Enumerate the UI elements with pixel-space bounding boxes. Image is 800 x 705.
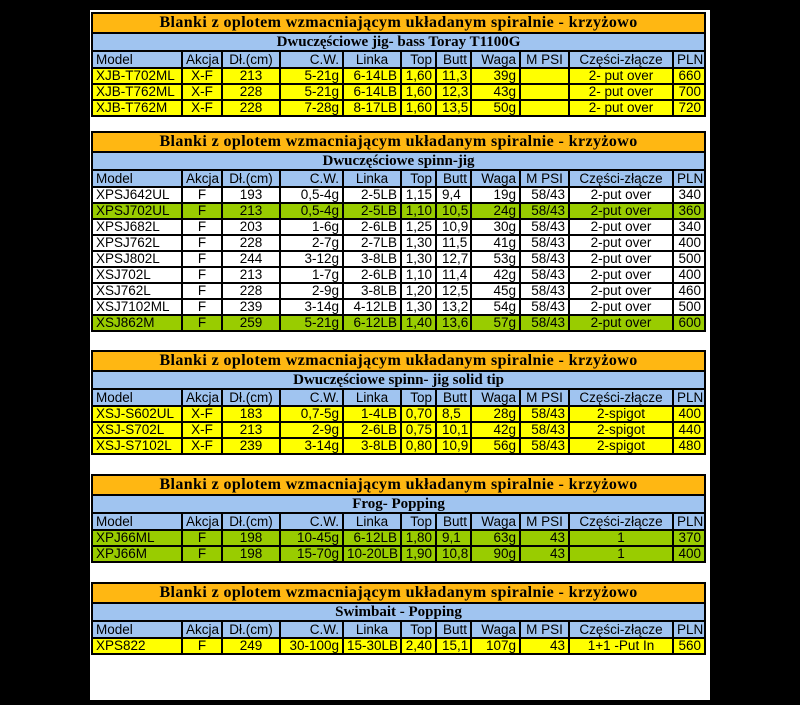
cell-model: XSJ7102ML bbox=[92, 299, 182, 315]
cell-cw: 0,5-4g bbox=[280, 203, 343, 219]
cell-cw: 3-12g bbox=[280, 251, 343, 267]
cell-linka: 2-5LB bbox=[343, 203, 401, 219]
cell-m-psi: 58/43 bbox=[520, 235, 569, 251]
colhdr-akcja: Akcja bbox=[182, 170, 222, 187]
cell-pln: 560 bbox=[673, 638, 705, 654]
cell-m-psi: 58/43 bbox=[520, 251, 569, 267]
colhdr-model: Model bbox=[92, 621, 182, 638]
colhdr-butt: Butt bbox=[436, 170, 471, 187]
table-row bbox=[92, 299, 705, 315]
colhdr-waga: Waga bbox=[471, 621, 520, 638]
spec-table-3 bbox=[91, 350, 706, 455]
column-header-row bbox=[92, 51, 705, 68]
cell-model: XSJ862M bbox=[92, 315, 182, 331]
colhdr-akcja: Akcja bbox=[182, 51, 222, 68]
cell-linka: 10-20LB bbox=[343, 546, 401, 562]
colhdr-top: Top bbox=[401, 513, 436, 530]
spec-table-2 bbox=[91, 131, 706, 332]
cell-m-psi bbox=[520, 84, 569, 100]
colhdr-waga: Waga bbox=[471, 170, 520, 187]
cell-czesci-zlacze: 2-put over bbox=[569, 283, 673, 299]
cell-akcja: F bbox=[182, 203, 222, 219]
cell-czesci-zlacze: 2-spigot bbox=[569, 422, 673, 438]
colhdr-butt: Butt bbox=[436, 513, 471, 530]
table-row bbox=[92, 283, 705, 299]
cell-waga: 30g bbox=[471, 219, 520, 235]
cell-pln: 440 bbox=[673, 422, 705, 438]
cell-butt: 10,9 bbox=[436, 438, 471, 454]
cell-m-psi: 58/43 bbox=[520, 438, 569, 454]
cell-top: 1,20 bbox=[401, 283, 436, 299]
colhdr-pln: PLN bbox=[673, 51, 705, 68]
cell-top: 1,15 bbox=[401, 187, 436, 203]
table-subtitle: Dwuczęściowe jig- bass Toray T1100G bbox=[92, 33, 705, 51]
cell-waga: 53g bbox=[471, 251, 520, 267]
cell-akcja: F bbox=[182, 315, 222, 331]
colhdr-waga: Waga bbox=[471, 51, 520, 68]
table-banner-title: Blanki z oplotem wzmacniającym układanym spiralnie - krzyżowo bbox=[92, 132, 705, 152]
cell-m-psi: 43 bbox=[520, 546, 569, 562]
cell-dl-cm: 249 bbox=[222, 638, 280, 654]
cell-dl-cm: 228 bbox=[222, 100, 280, 116]
cell-pln: 600 bbox=[673, 315, 705, 331]
cell-m-psi: 58/43 bbox=[520, 406, 569, 422]
cell-model: XSJ-S602UL bbox=[92, 406, 182, 422]
cell-linka: 6-12LB bbox=[343, 315, 401, 331]
document-page bbox=[90, 10, 710, 700]
table-row bbox=[92, 422, 705, 438]
column-header-row bbox=[92, 513, 705, 530]
cell-cw: 3-14g bbox=[280, 438, 343, 454]
cell-pln: 340 bbox=[673, 187, 705, 203]
cell-akcja: F bbox=[182, 638, 222, 654]
cell-top: 1,60 bbox=[401, 100, 436, 116]
cell-czesci-zlacze: 2-put over bbox=[569, 299, 673, 315]
cell-top: 2,40 bbox=[401, 638, 436, 654]
colhdr-pln: PLN bbox=[673, 170, 705, 187]
cell-top: 1,25 bbox=[401, 219, 436, 235]
cell-pln: 400 bbox=[673, 235, 705, 251]
cell-czesci-zlacze: 1+1 -Put In bbox=[569, 638, 673, 654]
cell-butt: 8,5 bbox=[436, 406, 471, 422]
colhdr-dl-cm: Dł.(cm) bbox=[222, 389, 280, 406]
cell-m-psi: 58/43 bbox=[520, 299, 569, 315]
cell-pln: 720 bbox=[673, 100, 705, 116]
cell-dl-cm: 198 bbox=[222, 546, 280, 562]
cell-model: XSJ-S7102L bbox=[92, 438, 182, 454]
cell-model: XPS822 bbox=[92, 638, 182, 654]
colhdr-m-psi: M PSI bbox=[520, 389, 569, 406]
cell-czesci-zlacze: 2-put over bbox=[569, 267, 673, 283]
colhdr-czesci-zlacze: Części-złącze bbox=[569, 51, 673, 68]
cell-model: XSJ-S702L bbox=[92, 422, 182, 438]
cell-cw: 5-21g bbox=[280, 84, 343, 100]
colhdr-cw: C.W. bbox=[280, 513, 343, 530]
cell-waga: 45g bbox=[471, 283, 520, 299]
cell-pln: 460 bbox=[673, 283, 705, 299]
table-row bbox=[92, 406, 705, 422]
colhdr-cw: C.W. bbox=[280, 389, 343, 406]
cell-cw: 1-6g bbox=[280, 219, 343, 235]
cell-cw: 5-21g bbox=[280, 68, 343, 84]
cell-linka: 6-14LB bbox=[343, 84, 401, 100]
cell-model: XPSJ802L bbox=[92, 251, 182, 267]
spec-table-4 bbox=[91, 474, 706, 563]
cell-linka: 2-7LB bbox=[343, 235, 401, 251]
cell-butt: 10,9 bbox=[436, 219, 471, 235]
cell-pln: 400 bbox=[673, 546, 705, 562]
cell-top: 0,75 bbox=[401, 422, 436, 438]
colhdr-czesci-zlacze: Części-złącze bbox=[569, 621, 673, 638]
colhdr-pln: PLN bbox=[673, 389, 705, 406]
cell-model: XPJ66M bbox=[92, 546, 182, 562]
cell-model: XSJ702L bbox=[92, 267, 182, 283]
table-banner-title: Blanki z oplotem wzmacniającym układanym spiralnie - krzyżowo bbox=[92, 583, 705, 603]
colhdr-pln: PLN bbox=[673, 513, 705, 530]
cell-top: 1,30 bbox=[401, 235, 436, 251]
cell-butt: 13,6 bbox=[436, 315, 471, 331]
cell-butt: 10,5 bbox=[436, 203, 471, 219]
cell-model: XSJ762L bbox=[92, 283, 182, 299]
cell-akcja: X-F bbox=[182, 100, 222, 116]
cell-model: XJB-T762ML bbox=[92, 84, 182, 100]
cell-top: 1,60 bbox=[401, 84, 436, 100]
table-banner-title: Blanki z oplotem wzmacniającym układanym spiralnie - krzyżowo bbox=[92, 13, 705, 33]
table-row bbox=[92, 100, 705, 116]
cell-dl-cm: 239 bbox=[222, 299, 280, 315]
colhdr-butt: Butt bbox=[436, 621, 471, 638]
cell-cw: 3-14g bbox=[280, 299, 343, 315]
table-banner-title: Blanki z oplotem wzmacniającym układanym spiralnie - krzyżowo bbox=[92, 351, 705, 371]
colhdr-butt: Butt bbox=[436, 51, 471, 68]
cell-top: 1,90 bbox=[401, 546, 436, 562]
cell-linka: 6-14LB bbox=[343, 68, 401, 84]
cell-pln: 700 bbox=[673, 84, 705, 100]
cell-akcja: F bbox=[182, 219, 222, 235]
colhdr-dl-cm: Dł.(cm) bbox=[222, 51, 280, 68]
table-row bbox=[92, 187, 705, 203]
colhdr-pln: PLN bbox=[673, 621, 705, 638]
cell-czesci-zlacze: 2-spigot bbox=[569, 438, 673, 454]
colhdr-dl-cm: Dł.(cm) bbox=[222, 170, 280, 187]
cell-butt: 12,3 bbox=[436, 84, 471, 100]
table-subtitle: Dwuczęściowe spinn-jig bbox=[92, 152, 705, 170]
cell-m-psi: 58/43 bbox=[520, 219, 569, 235]
table-row bbox=[92, 203, 705, 219]
colhdr-waga: Waga bbox=[471, 513, 520, 530]
cell-model: XPSJ762L bbox=[92, 235, 182, 251]
cell-czesci-zlacze: 1 bbox=[569, 546, 673, 562]
cell-butt: 11,3 bbox=[436, 68, 471, 84]
table-row bbox=[92, 68, 705, 84]
cell-butt: 10,1 bbox=[436, 422, 471, 438]
colhdr-m-psi: M PSI bbox=[520, 621, 569, 638]
cell-linka: 8-17LB bbox=[343, 100, 401, 116]
cell-czesci-zlacze: 2- put over bbox=[569, 68, 673, 84]
cell-model: XPSJ642UL bbox=[92, 187, 182, 203]
cell-top: 1,10 bbox=[401, 267, 436, 283]
cell-linka: 15-30LB bbox=[343, 638, 401, 654]
cell-waga: 24g bbox=[471, 203, 520, 219]
cell-waga: 90g bbox=[471, 546, 520, 562]
colhdr-m-psi: M PSI bbox=[520, 51, 569, 68]
colhdr-model: Model bbox=[92, 513, 182, 530]
cell-top: 1,30 bbox=[401, 299, 436, 315]
cell-butt: 13,5 bbox=[436, 100, 471, 116]
cell-butt: 13,2 bbox=[436, 299, 471, 315]
colhdr-linka: Linka bbox=[343, 389, 401, 406]
cell-m-psi: 58/43 bbox=[520, 315, 569, 331]
cell-cw: 10-45g bbox=[280, 530, 343, 546]
spec-table-1 bbox=[91, 12, 706, 117]
cell-model: XPSJ682L bbox=[92, 219, 182, 235]
cell-czesci-zlacze: 2-put over bbox=[569, 187, 673, 203]
cell-cw: 0,5-4g bbox=[280, 187, 343, 203]
table-subtitle: Dwuczęściowe spinn- jig solid tip bbox=[92, 371, 705, 389]
cell-waga: 63g bbox=[471, 530, 520, 546]
cell-dl-cm: 203 bbox=[222, 219, 280, 235]
cell-linka: 2-5LB bbox=[343, 187, 401, 203]
cell-dl-cm: 213 bbox=[222, 203, 280, 219]
cell-model: XJB-T702ML bbox=[92, 68, 182, 84]
cell-pln: 660 bbox=[673, 68, 705, 84]
colhdr-linka: Linka bbox=[343, 621, 401, 638]
cell-dl-cm: 228 bbox=[222, 84, 280, 100]
colhdr-cw: C.W. bbox=[280, 621, 343, 638]
cell-waga: 57g bbox=[471, 315, 520, 331]
table-row bbox=[92, 638, 705, 654]
cell-czesci-zlacze: 2-put over bbox=[569, 235, 673, 251]
cell-butt: 12,5 bbox=[436, 283, 471, 299]
cell-czesci-zlacze: 1 bbox=[569, 530, 673, 546]
cell-waga: 41g bbox=[471, 235, 520, 251]
cell-pln: 340 bbox=[673, 219, 705, 235]
table-row bbox=[92, 438, 705, 454]
cell-cw: 5-21g bbox=[280, 315, 343, 331]
cell-butt: 10,8 bbox=[436, 546, 471, 562]
table-row bbox=[92, 315, 705, 331]
cell-czesci-zlacze: 2-put over bbox=[569, 251, 673, 267]
cell-akcja: F bbox=[182, 546, 222, 562]
cell-czesci-zlacze: 2-put over bbox=[569, 203, 673, 219]
cell-akcja: F bbox=[182, 251, 222, 267]
table-subtitle: Swimbait - Popping bbox=[92, 603, 705, 621]
cell-czesci-zlacze: 2-put over bbox=[569, 315, 673, 331]
colhdr-cw: C.W. bbox=[280, 51, 343, 68]
column-header-row bbox=[92, 170, 705, 187]
colhdr-cw: C.W. bbox=[280, 170, 343, 187]
column-header-row bbox=[92, 389, 705, 406]
cell-akcja: F bbox=[182, 267, 222, 283]
cell-dl-cm: 228 bbox=[222, 235, 280, 251]
cell-waga: 54g bbox=[471, 299, 520, 315]
cell-waga: 107g bbox=[471, 638, 520, 654]
cell-pln: 400 bbox=[673, 267, 705, 283]
cell-czesci-zlacze: 2- put over bbox=[569, 100, 673, 116]
cell-czesci-zlacze: 2-put over bbox=[569, 219, 673, 235]
table-row bbox=[92, 267, 705, 283]
colhdr-linka: Linka bbox=[343, 51, 401, 68]
cell-dl-cm: 213 bbox=[222, 267, 280, 283]
colhdr-top: Top bbox=[401, 170, 436, 187]
cell-akcja: X-F bbox=[182, 422, 222, 438]
column-header-row bbox=[92, 621, 705, 638]
cell-model: XPJ66ML bbox=[92, 530, 182, 546]
colhdr-akcja: Akcja bbox=[182, 621, 222, 638]
cell-cw: 1-7g bbox=[280, 267, 343, 283]
cell-top: 1,60 bbox=[401, 68, 436, 84]
cell-cw: 2-9g bbox=[280, 422, 343, 438]
colhdr-linka: Linka bbox=[343, 513, 401, 530]
cell-akcja: F bbox=[182, 235, 222, 251]
cell-cw: 30-100g bbox=[280, 638, 343, 654]
cell-akcja: X-F bbox=[182, 84, 222, 100]
cell-m-psi: 43 bbox=[520, 638, 569, 654]
cell-m-psi bbox=[520, 100, 569, 116]
cell-akcja: F bbox=[182, 187, 222, 203]
cell-cw: 2-7g bbox=[280, 235, 343, 251]
cell-top: 0,70 bbox=[401, 406, 436, 422]
colhdr-model: Model bbox=[92, 51, 182, 68]
cell-akcja: F bbox=[182, 283, 222, 299]
cell-linka: 4-12LB bbox=[343, 299, 401, 315]
colhdr-linka: Linka bbox=[343, 170, 401, 187]
cell-waga: 43g bbox=[471, 84, 520, 100]
colhdr-model: Model bbox=[92, 389, 182, 406]
colhdr-butt: Butt bbox=[436, 389, 471, 406]
cell-linka: 3-8LB bbox=[343, 438, 401, 454]
cell-dl-cm: 239 bbox=[222, 438, 280, 454]
table-banner-title: Blanki z oplotem wzmacniającym układanym spiralnie - krzyżowo bbox=[92, 475, 705, 495]
cell-waga: 56g bbox=[471, 438, 520, 454]
cell-pln: 500 bbox=[673, 251, 705, 267]
cell-akcja: F bbox=[182, 299, 222, 315]
cell-dl-cm: 259 bbox=[222, 315, 280, 331]
cell-model: XJB-T762M bbox=[92, 100, 182, 116]
cell-top: 1,10 bbox=[401, 203, 436, 219]
table-row bbox=[92, 251, 705, 267]
cell-linka: 2-6LB bbox=[343, 422, 401, 438]
cell-m-psi: 58/43 bbox=[520, 187, 569, 203]
cell-cw: 15-70g bbox=[280, 546, 343, 562]
cell-waga: 42g bbox=[471, 267, 520, 283]
cell-dl-cm: 198 bbox=[222, 530, 280, 546]
cell-linka: 3-8LB bbox=[343, 251, 401, 267]
cell-dl-cm: 213 bbox=[222, 422, 280, 438]
cell-akcja: F bbox=[182, 530, 222, 546]
colhdr-waga: Waga bbox=[471, 389, 520, 406]
cell-top: 1,80 bbox=[401, 530, 436, 546]
table-row bbox=[92, 530, 705, 546]
cell-cw: 0,7-5g bbox=[280, 406, 343, 422]
cell-czesci-zlacze: 2- put over bbox=[569, 84, 673, 100]
colhdr-czesci-zlacze: Części-złącze bbox=[569, 389, 673, 406]
cell-akcja: X-F bbox=[182, 68, 222, 84]
table-row bbox=[92, 219, 705, 235]
cell-dl-cm: 193 bbox=[222, 187, 280, 203]
colhdr-top: Top bbox=[401, 389, 436, 406]
cell-butt: 9,4 bbox=[436, 187, 471, 203]
cell-waga: 39g bbox=[471, 68, 520, 84]
cell-dl-cm: 213 bbox=[222, 68, 280, 84]
cell-akcja: X-F bbox=[182, 406, 222, 422]
colhdr-dl-cm: Dł.(cm) bbox=[222, 621, 280, 638]
cell-m-psi: 58/43 bbox=[520, 283, 569, 299]
cell-m-psi: 58/43 bbox=[520, 422, 569, 438]
cell-top: 1,40 bbox=[401, 315, 436, 331]
table-row bbox=[92, 84, 705, 100]
colhdr-top: Top bbox=[401, 621, 436, 638]
cell-m-psi: 58/43 bbox=[520, 267, 569, 283]
cell-butt: 15,1 bbox=[436, 638, 471, 654]
colhdr-dl-cm: Dł.(cm) bbox=[222, 513, 280, 530]
cell-waga: 42g bbox=[471, 422, 520, 438]
cell-butt: 11,4 bbox=[436, 267, 471, 283]
cell-dl-cm: 244 bbox=[222, 251, 280, 267]
spec-table-5 bbox=[91, 582, 706, 655]
cell-pln: 480 bbox=[673, 438, 705, 454]
colhdr-m-psi: M PSI bbox=[520, 170, 569, 187]
cell-linka: 6-12LB bbox=[343, 530, 401, 546]
cell-waga: 50g bbox=[471, 100, 520, 116]
cell-linka: 2-6LB bbox=[343, 267, 401, 283]
cell-linka: 3-8LB bbox=[343, 283, 401, 299]
cell-czesci-zlacze: 2-spigot bbox=[569, 406, 673, 422]
cell-pln: 360 bbox=[673, 203, 705, 219]
colhdr-czesci-zlacze: Części-złącze bbox=[569, 170, 673, 187]
cell-model: XPSJ702UL bbox=[92, 203, 182, 219]
cell-top: 1,30 bbox=[401, 251, 436, 267]
cell-pln: 400 bbox=[673, 406, 705, 422]
table-subtitle: Frog- Popping bbox=[92, 495, 705, 513]
colhdr-akcja: Akcja bbox=[182, 389, 222, 406]
cell-pln: 500 bbox=[673, 299, 705, 315]
colhdr-model: Model bbox=[92, 170, 182, 187]
colhdr-top: Top bbox=[401, 51, 436, 68]
cell-butt: 12,7 bbox=[436, 251, 471, 267]
cell-akcja: X-F bbox=[182, 438, 222, 454]
colhdr-akcja: Akcja bbox=[182, 513, 222, 530]
table-row bbox=[92, 235, 705, 251]
cell-butt: 9,1 bbox=[436, 530, 471, 546]
cell-m-psi bbox=[520, 68, 569, 84]
colhdr-m-psi: M PSI bbox=[520, 513, 569, 530]
cell-m-psi: 58/43 bbox=[520, 203, 569, 219]
table-row bbox=[92, 546, 705, 562]
cell-dl-cm: 183 bbox=[222, 406, 280, 422]
cell-butt: 11,5 bbox=[436, 235, 471, 251]
cell-pln: 370 bbox=[673, 530, 705, 546]
cell-waga: 19g bbox=[471, 187, 520, 203]
cell-linka: 1-4LB bbox=[343, 406, 401, 422]
cell-cw: 2-9g bbox=[280, 283, 343, 299]
cell-linka: 2-6LB bbox=[343, 219, 401, 235]
cell-waga: 28g bbox=[471, 406, 520, 422]
colhdr-czesci-zlacze: Części-złącze bbox=[569, 513, 673, 530]
cell-m-psi: 43 bbox=[520, 530, 569, 546]
cell-dl-cm: 228 bbox=[222, 283, 280, 299]
cell-cw: 7-28g bbox=[280, 100, 343, 116]
cell-top: 0,80 bbox=[401, 438, 436, 454]
